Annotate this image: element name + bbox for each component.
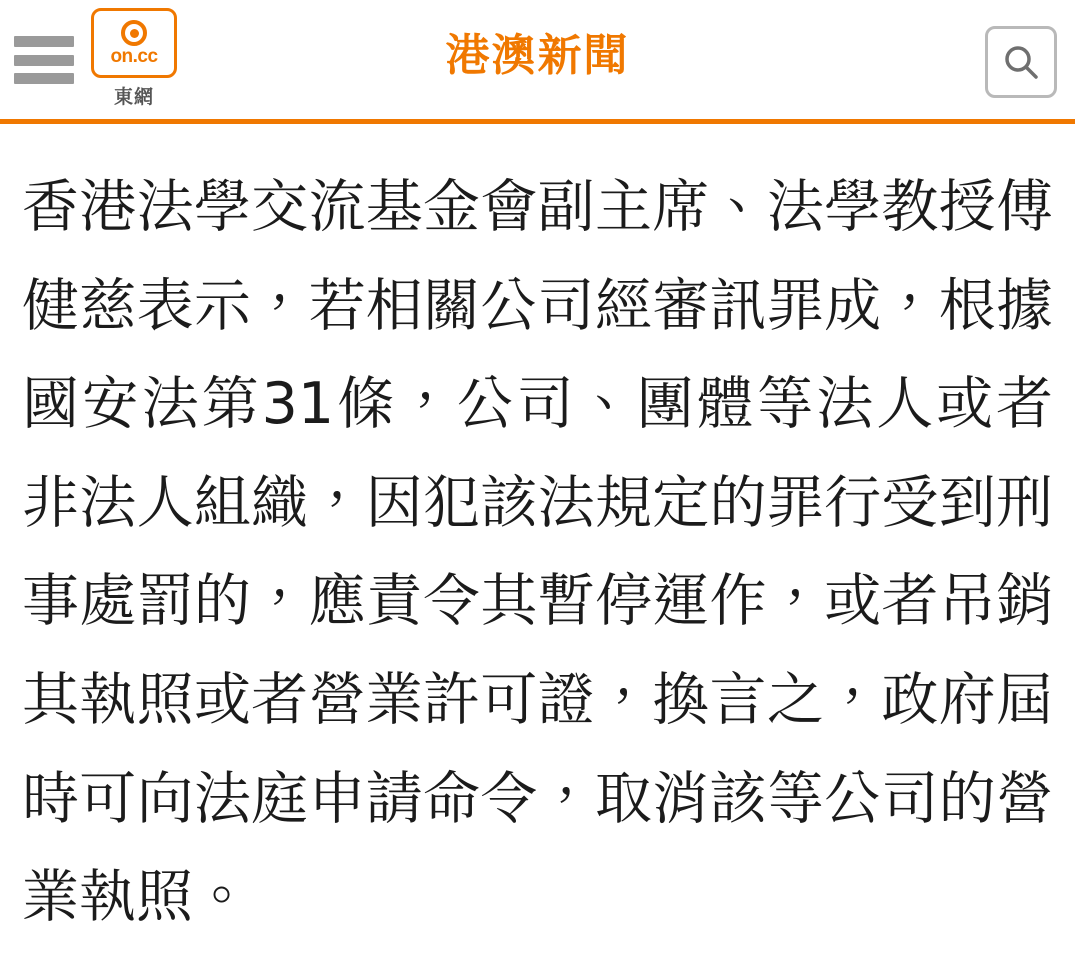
logo-caption-text: 東網: [113, 87, 154, 108]
app-header: [0, 0, 1075, 124]
logo-brand-text: on.cc: [110, 46, 158, 67]
search-icon: [1001, 42, 1041, 82]
article-paragraph: 香港法學交流基金會副主席、法學教授傅健慈表示，若相關公司經審訊罪成，根據國安法第31條，公司、團體等法人或者非法人組織，因犯該法規定的罪行受到刑事處罰的，應責令其暫停運作，或者吊銷其執照或者營業許可證，換言之，政府屆時可向法庭申請命令，取消該等公司的營業執照。: [22, 174, 1053, 931]
page-title: 港澳新聞: [445, 31, 630, 80]
article-body: [0, 124, 1075, 947]
search-button[interactable]: [985, 26, 1057, 98]
